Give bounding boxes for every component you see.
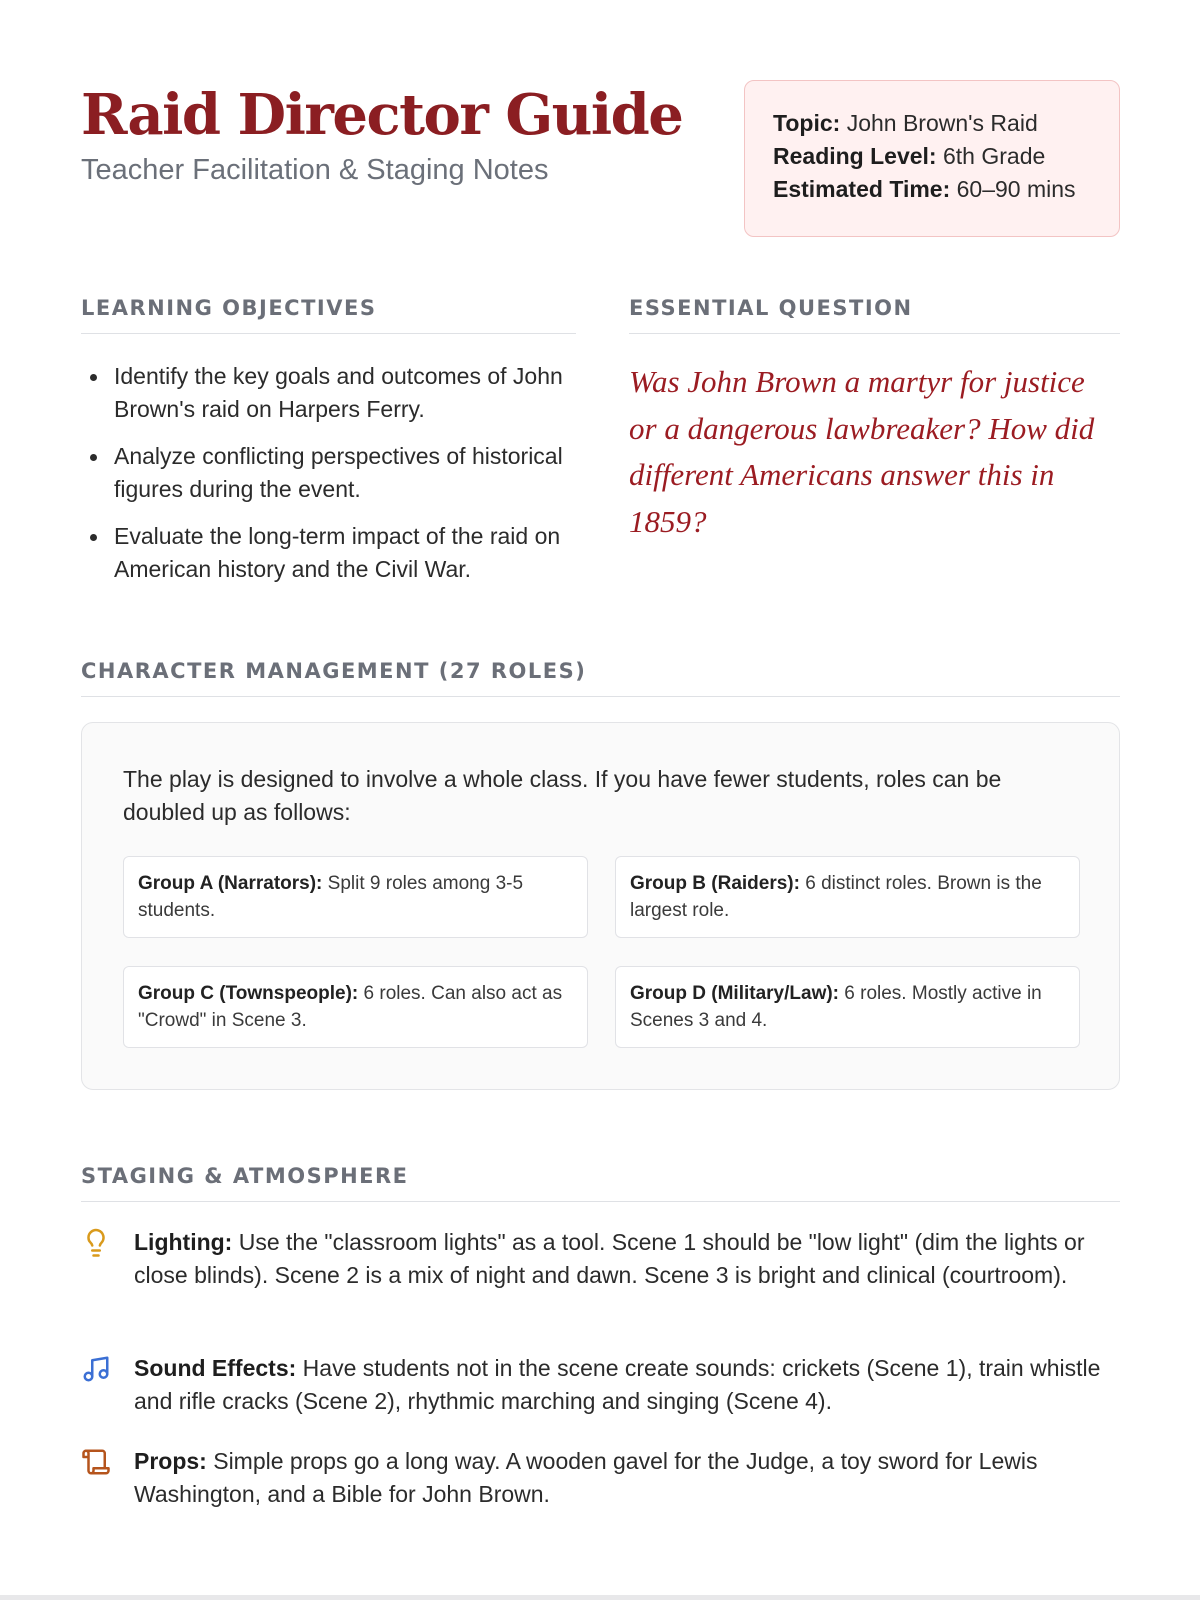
meta-estimated-time	[773, 173, 1119, 206]
meta-reading-level	[773, 140, 1119, 173]
meta-topic-value: John Brown's Raid	[846, 110, 1038, 136]
group-text: 6 roles. Can also act as "Crowd" in Scene 3.	[138, 983, 563, 1031]
meta-topic-label: Topic:	[773, 110, 841, 136]
objective-text: Identify the key goals and outcomes of John Brown's raid on Harpers Ferry.	[114, 363, 563, 422]
essential-question-text: Was John Brown a martyr for justice or a dangerous lawbreaker? How did different Americans answer this in 1859?	[629, 364, 1095, 539]
header	[81, 80, 1120, 240]
list-item	[81, 520, 576, 586]
group-card-a	[123, 856, 588, 938]
character-intro: The play is designed to involve a whole class. If you have fewer students, roles can be doubled up as follows:	[123, 766, 1002, 825]
group-text: 6 roles. Mostly active in Scenes 3 and 4.	[630, 983, 1042, 1031]
page-title: Raid Director Guide	[81, 82, 683, 148]
group-text: Split 9 roles among 3-5 students.	[138, 873, 524, 921]
objective-text: Analyze conflicting perspectives of historical figures during the event.	[114, 443, 563, 502]
staging-description: Simple props go a long way. A wooden gavel for the Judge, a toy sword for Lewis Washington, and a Bible for John Brown.	[134, 1448, 1038, 1507]
page-bottom-divider	[0, 1595, 1200, 1600]
objective-text: Evaluate the long-term impact of the raid on American history and the Civil War.	[114, 523, 561, 582]
page-subtitle: Teacher Facilitation & Staging Notes	[81, 154, 549, 186]
staging-text	[134, 1226, 1120, 1292]
staging-description: Use the "classroom lights" as a tool. Scene 1 should be "low light" (dim the lights or close blinds). Scene 2 is a mix of night and dawn. Scene 3 is bright and clinical (courtroom).	[134, 1229, 1085, 1288]
staging-label: Lighting:	[134, 1229, 233, 1255]
meta-reading-level-label: Reading Level:	[773, 143, 937, 169]
objectives-list	[81, 360, 576, 600]
meta-info-box	[744, 80, 1120, 237]
staging-text	[134, 1352, 1120, 1418]
staging-heading: STAGING & ATMOSPHERE	[81, 1164, 1120, 1202]
group-label: Group B (Raiders):	[630, 873, 800, 894]
staging-label: Sound Effects:	[134, 1355, 297, 1381]
group-card-d	[615, 966, 1080, 1048]
staging-description: Have students not in the scene create sounds: crickets (Scene 1), train whistle and rifle cracks (Scene 2), rhythmic marching and singing (Scene 4).	[134, 1355, 1101, 1414]
staging-text	[134, 1445, 1120, 1511]
essential-question-heading: ESSENTIAL QUESTION	[629, 296, 1120, 334]
group-label: Group A (Narrators):	[138, 873, 323, 894]
group-card-b	[615, 856, 1080, 938]
staging-label: Props:	[134, 1448, 207, 1474]
meta-estimated-time-value: 60–90 mins	[956, 176, 1076, 202]
group-label: Group C (Townspeople):	[138, 983, 359, 1004]
character-management-heading: CHARACTER MANAGEMENT (27 ROLES)	[81, 659, 1120, 697]
character-management-box	[81, 722, 1120, 1090]
music-icon	[81, 1354, 111, 1384]
meta-reading-level-value: 6th Grade	[943, 143, 1046, 169]
meta-estimated-time-label: Estimated Time:	[773, 176, 951, 202]
group-text: 6 distinct roles. Brown is the largest role.	[630, 873, 1042, 921]
group-label: Group D (Military/Law):	[630, 983, 839, 1004]
meta-topic	[773, 107, 1119, 140]
bullet-icon	[90, 534, 97, 541]
lightbulb-icon	[81, 1228, 111, 1258]
objectives-heading: LEARNING OBJECTIVES	[81, 296, 576, 334]
list-item	[81, 360, 576, 426]
scroll-icon	[81, 1447, 111, 1477]
list-item	[81, 440, 576, 506]
bullet-icon	[90, 454, 97, 461]
group-card-c	[123, 966, 588, 1048]
bullet-icon	[90, 374, 97, 381]
